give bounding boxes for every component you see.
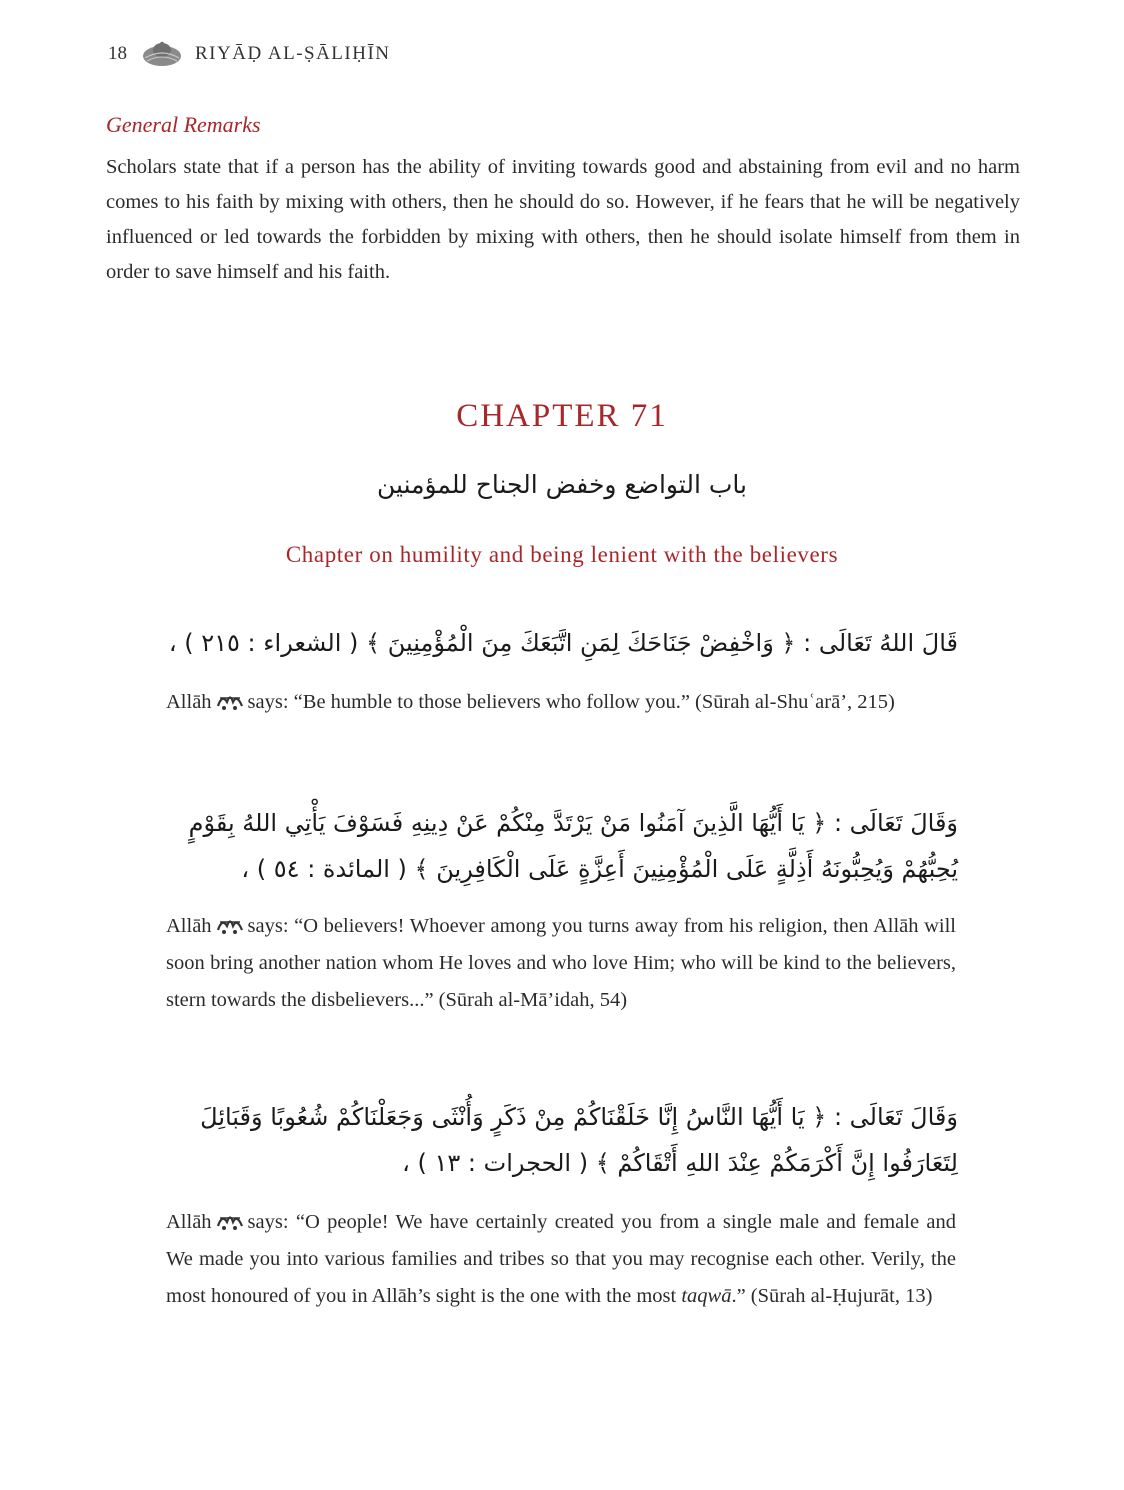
remarks-paragraph: Scholars state that if a person has the ability of inviting towards good and abstaining from evil and no harm comes to his faith by mixing with others, then he should do so. However, if he fears that he will be negatively influenced or led towards the forbidden by mixing with others, then he should isolate himself from them in order to save himself and his faith. <box>106 156 1020 283</box>
allah-word: Allāh <box>166 1211 212 1233</box>
verse-1-arabic: قَالَ اللهُ تَعَالَى : ﴿ وَاخْفِضْ جَنَاحَكَ لِمَنِ اتَّبَعَكَ مِنَ الْمُؤْمِنِينَ ﴾ ( الشعراء : ٢١٥ ) ، <box>168 629 958 657</box>
verse-2-translation <box>166 908 956 1019</box>
verse-3-citation: .” (Sūrah al-Ḥujurāt, 13) <box>731 1285 933 1307</box>
verse-2-arabic: وَقَالَ تَعَالَى : ﴿ يَا أَيُّهَا الَّذِينَ آمَنُوا مَنْ يَرْتَدَّ مِنْكُمْ عَنْ دِينِهِ فَسَوْفَ يَأْتِي اللهُ بِقَوْمٍ يُحِبُّهُمْ وَيُحِبُّونَهُ أَذِلَّةٍ عَلَى الْمُؤْمِنِينَ أَعِزَّةٍ عَلَى الْكَافِرِينَ ﴾ ( المائدة : ٥٤ ) ، <box>188 809 958 883</box>
page-number: 18 <box>108 43 127 64</box>
verse-3-translation <box>166 1204 956 1315</box>
honorific-glyph-icon <box>215 690 245 712</box>
remarks-heading: General Remarks <box>106 112 261 137</box>
honorific-glyph-icon <box>215 1210 245 1232</box>
chapter-title: CHAPTER 71 <box>456 398 668 434</box>
book-title: RIYĀḌ AL-ṢĀLIḤĪN <box>195 43 391 64</box>
chapter-arabic-title: باب التواضع وخفض الجناح للمؤمنين <box>377 470 747 499</box>
chapter-subtitle: Chapter on humility and being lenient with the believers <box>285 542 839 567</box>
allah-word: Allāh <box>166 915 212 937</box>
verse-1-text: says: “Be humble to those believers who follow you.” (Sūrah al-Shuʿarā’, 215) <box>247 691 895 713</box>
verse-1-translation <box>166 684 956 721</box>
verse-3-arabic: وَقَالَ تَعَالَى : ﴿ يَا أَيُّهَا النَّاسُ إِنَّا خَلَقْنَاكُمْ مِنْ ذَكَرٍ وَأُنْثَى وَجَعَلْنَاكُمْ شُعُوبًا وَقَبَائِلَ لِتَعَارَفُوا إِنَّ أَكْرَمَكُمْ عِنْدَ اللهِ أَتْقَاكُمْ ﴾ ( الحجرات : ١٣ ) ، <box>200 1103 958 1177</box>
honorific-glyph-icon <box>215 914 245 936</box>
ornament-icon <box>141 40 183 68</box>
verse-3-text: says: “O people! We have certainly created you from a single male and female and We made you into various families and tribes so that you may recognise each other. Verily, the most honoured of you in Allāh’s sight is the one with the most <box>166 1211 956 1307</box>
verse-2-text: says: “O believers! Whoever among you turns away from his religion, then Allāh will soon bring another nation whom He loves and who love Him; who will be kind to the believers, stern towards the disbelievers...” (Sūrah al-Mā’idah, 54) <box>166 915 956 1011</box>
running-head <box>108 38 391 70</box>
taqwa-term: taqwā <box>681 1285 732 1307</box>
allah-word: Allāh <box>166 691 212 713</box>
